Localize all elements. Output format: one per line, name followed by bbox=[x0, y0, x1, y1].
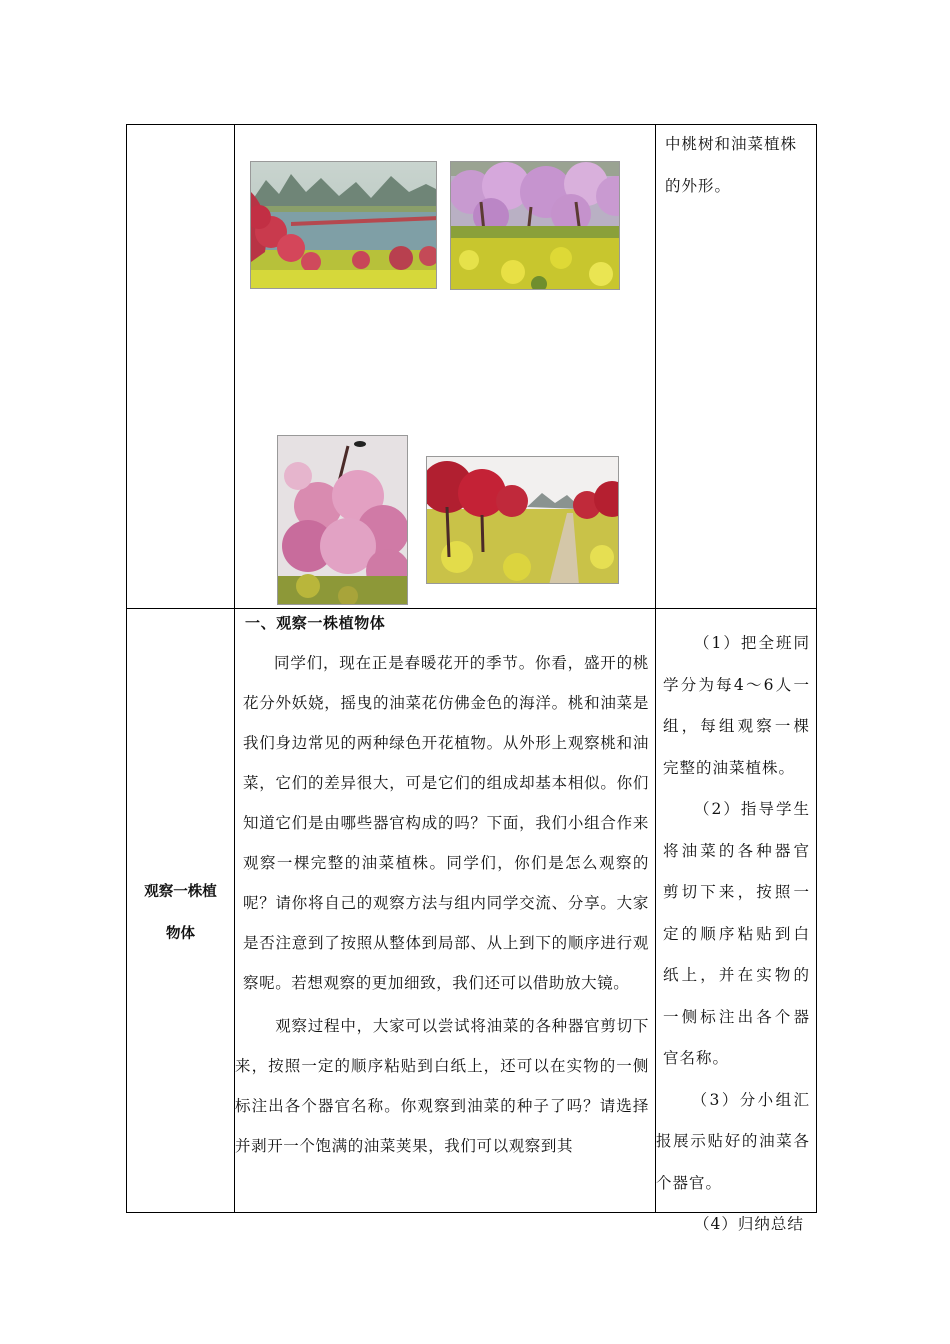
step-3: （3）分小组汇报展示贴好的油菜各个器官。 bbox=[656, 1090, 810, 1192]
row1-image-cell bbox=[235, 125, 656, 609]
step-2: （2）指导学生将油菜的各种器官剪切下来，按照一定的顺序粘贴到白纸上，并在实物的一侧标注出各个器官名称。 bbox=[663, 800, 810, 1067]
row-label: 观察一株植物体 bbox=[144, 884, 217, 942]
photo-pink-blossom-branches bbox=[277, 435, 408, 605]
table-row bbox=[127, 125, 817, 609]
row1-note-cell bbox=[656, 125, 817, 609]
photo-red-trees-path bbox=[426, 456, 619, 584]
table-row bbox=[127, 609, 817, 1213]
row2-label-cell bbox=[127, 609, 235, 1213]
paragraph-2: 观察过程中，大家可以尝试将油菜的各种器官剪切下来，按照一定的顺序粘贴到白纸上，还可以在实物的一侧标注出各个器官名称。你观察到油菜的种子了吗？请选择并剥开一个饱满的油菜荚果，我们可以观察到其 bbox=[235, 1017, 649, 1155]
row2-content-cell bbox=[235, 609, 656, 1213]
step-4: （4）归纳总结 bbox=[694, 1215, 804, 1233]
lesson-table bbox=[126, 124, 817, 1233]
section-heading: 一、观察一株植物体 bbox=[245, 614, 386, 632]
row1-label-cell bbox=[127, 125, 235, 609]
photo-orchard-rapeseed bbox=[450, 161, 620, 290]
step-1: （1）把全班同学分为每4～6人一组，每组观察一棵完整的油菜植株。 bbox=[663, 634, 810, 777]
row2-steps-cell bbox=[656, 609, 817, 1233]
row1-note: 中桃树和油菜植株的外形。 bbox=[665, 135, 798, 195]
paragraph-1: 同学们，现在正是春暖花开的季节。你看，盛开的桃花分外妖娆，摇曳的油菜花仿佛金色的海洋。桃和油菜是我们身边常见的两种绿色开花植物。从外形上观察桃和油菜，它们的差异很大，可是它们的组成却基本相似。你们知道它们是由哪些器官构成的吗？下面，我们小组合作来观察一棵完整的油菜植株。同学们，你们是怎么观察的呢？请你将自己的观察方法与组内同学交流、分享。大家是否注意到了按照从整体到局部、从上到下的顺序进行观察呢。若想观察的更加细致，我们还可以借助放大镜。 bbox=[243, 654, 649, 992]
photo-lake-peach-blossoms bbox=[250, 161, 437, 289]
